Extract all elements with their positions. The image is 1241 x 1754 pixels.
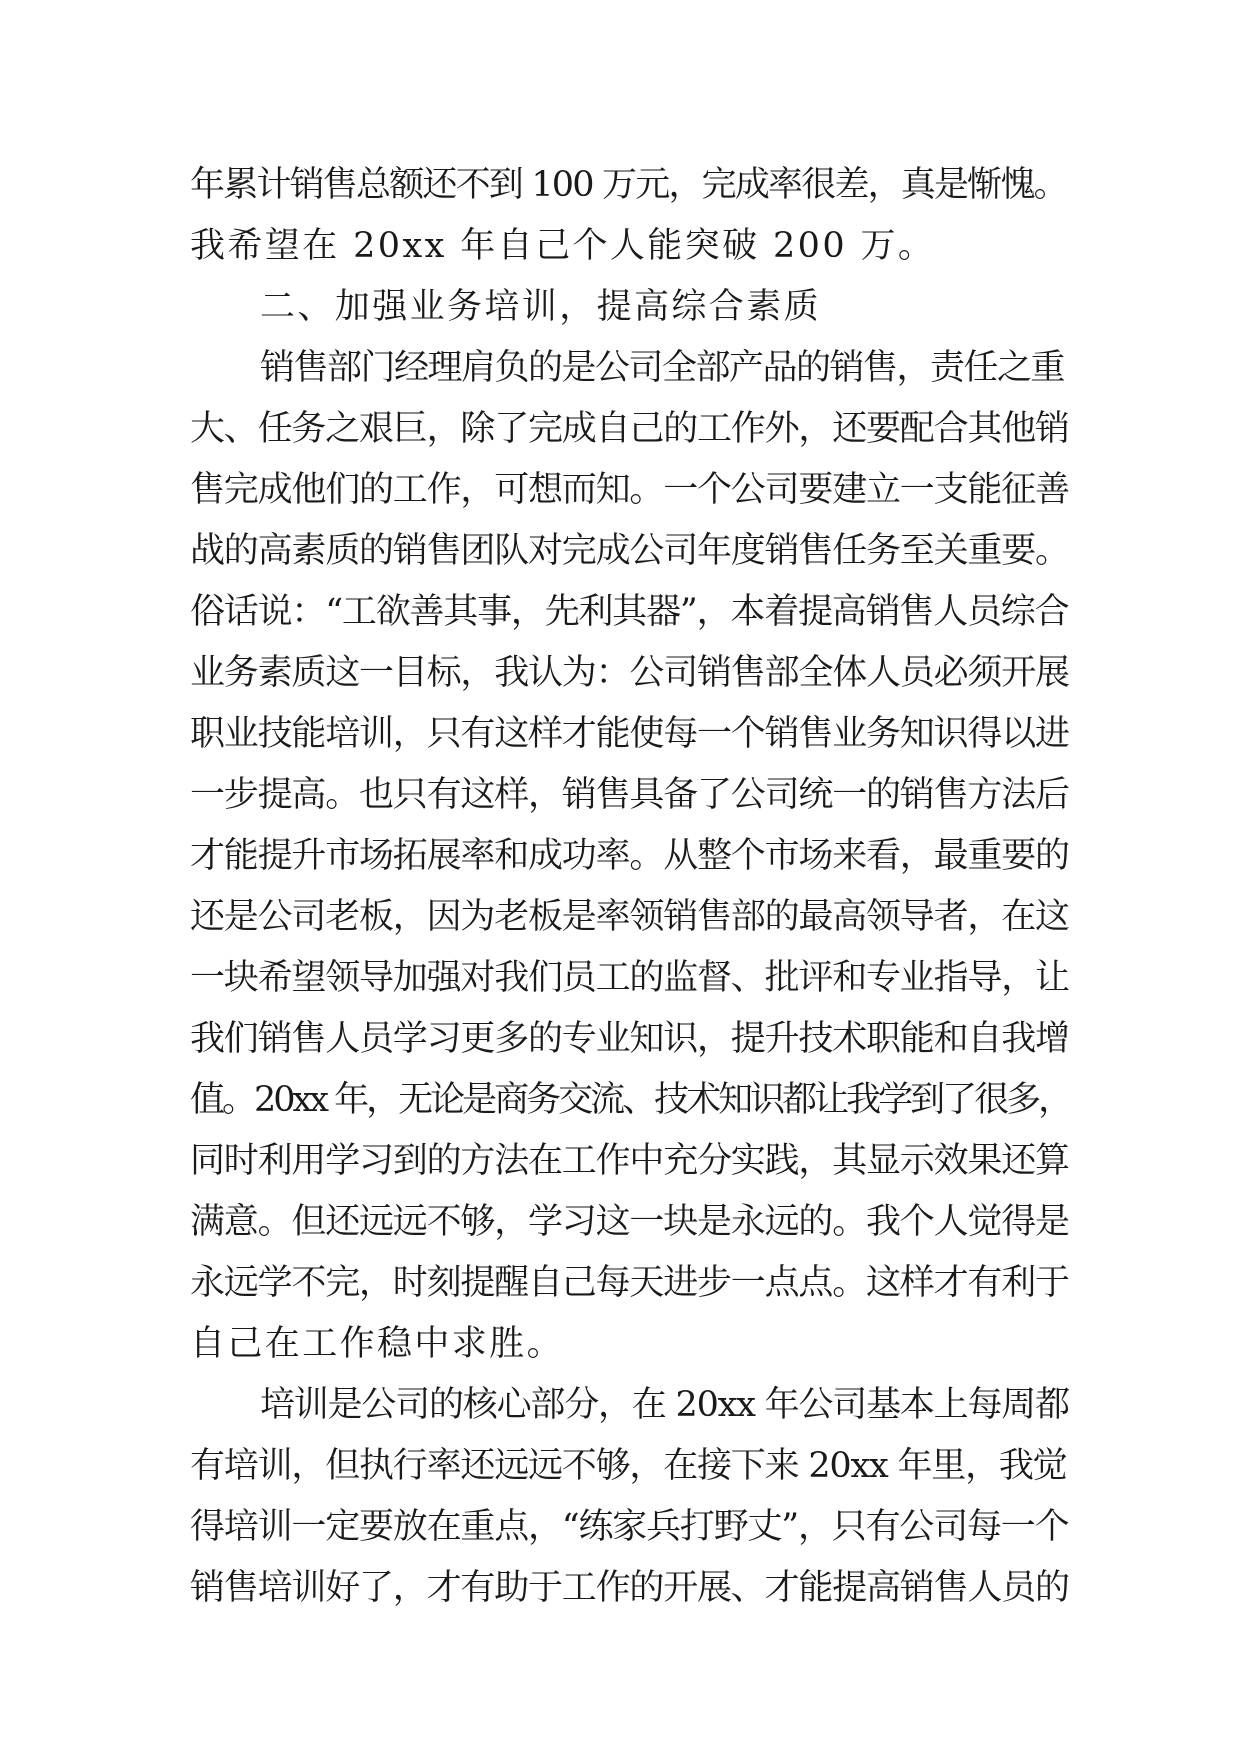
text-line: 一块希望领导加强对我们员工的监督、批评和专业指导，让 — [190, 958, 1069, 998]
text-line: 职业技能培训，只有这样才能使每一个销售业务知识得以进 — [190, 714, 1069, 754]
text-line: 还是公司老板，因为老板是率领销售部的最高领导者，在这 — [190, 897, 1069, 937]
text-line: 一步提高。也只有这样，销售具备了公司统一的销售方法后 — [190, 775, 1069, 815]
text-line: 永远学不完，时刻提醒自己每天进步一点点。这样才有利于 — [190, 1263, 1069, 1303]
paragraph-first-line: 二、加强业务培训，提高综合素质 — [260, 287, 822, 327]
text-line: 得培训一定要放在重点，“练家兵打野丈”，只有公司每一个 — [190, 1507, 1069, 1547]
text-line: 俗话说：“工欲善其事，先利其器”，本着提高销售人员综合 — [190, 592, 1069, 632]
document-body — [190, 155, 1070, 1619]
text-line: 值。20xx 年，无论是商务交流、技术知识都让我学到了很多， — [190, 1080, 1071, 1120]
text-line: 大、任务之艰巨，除了完成自己的工作外，还要配合其他销 — [190, 409, 1069, 449]
text-line: 售完成他们的工作，可想而知。一个公司要建立一支能征善 — [190, 470, 1069, 510]
paragraph-first-line: 销售部门经理肩负的是公司全部产品的销售，责任之重 — [260, 348, 1065, 388]
text-line: 自己在工作稳中求胜。 — [190, 1324, 565, 1364]
text-line: 才能提升市场拓展率和成功率。从整个市场来看，最重要的 — [190, 836, 1069, 876]
text-line: 有培训，但执行率还远远不够，在接下来 20xx 年里，我觉 — [190, 1446, 1067, 1486]
text-line: 销售培训好了，才有助于工作的开展、才能提高销售人员的 — [190, 1568, 1069, 1608]
text-line: 业务素质这一目标，我认为：公司销售部全体人员必须开展 — [190, 653, 1069, 693]
text-line: 满意。但还远远不够，学习这一块是永远的。我个人觉得是 — [190, 1202, 1069, 1242]
text-line: 我希望在 20xx 年自己个人能突破 200 万。 — [190, 226, 936, 266]
text-line: 同时利用学习到的方法在工作中充分实践，其显示效果还算 — [190, 1141, 1069, 1181]
text-line: 年累计销售总额还不到 100 万元，完成率很差，真是惭愧。 — [190, 165, 1067, 205]
text-line: 战的高素质的销售团队对完成公司年度销售任务至关重要。 — [190, 531, 1069, 571]
paragraph-first-line: 培训是公司的核心部分，在 20xx 年公司基本上每周都 — [260, 1385, 1069, 1425]
text-line: 我们销售人员学习更多的专业知识，提升技术职能和自我增 — [190, 1019, 1069, 1059]
